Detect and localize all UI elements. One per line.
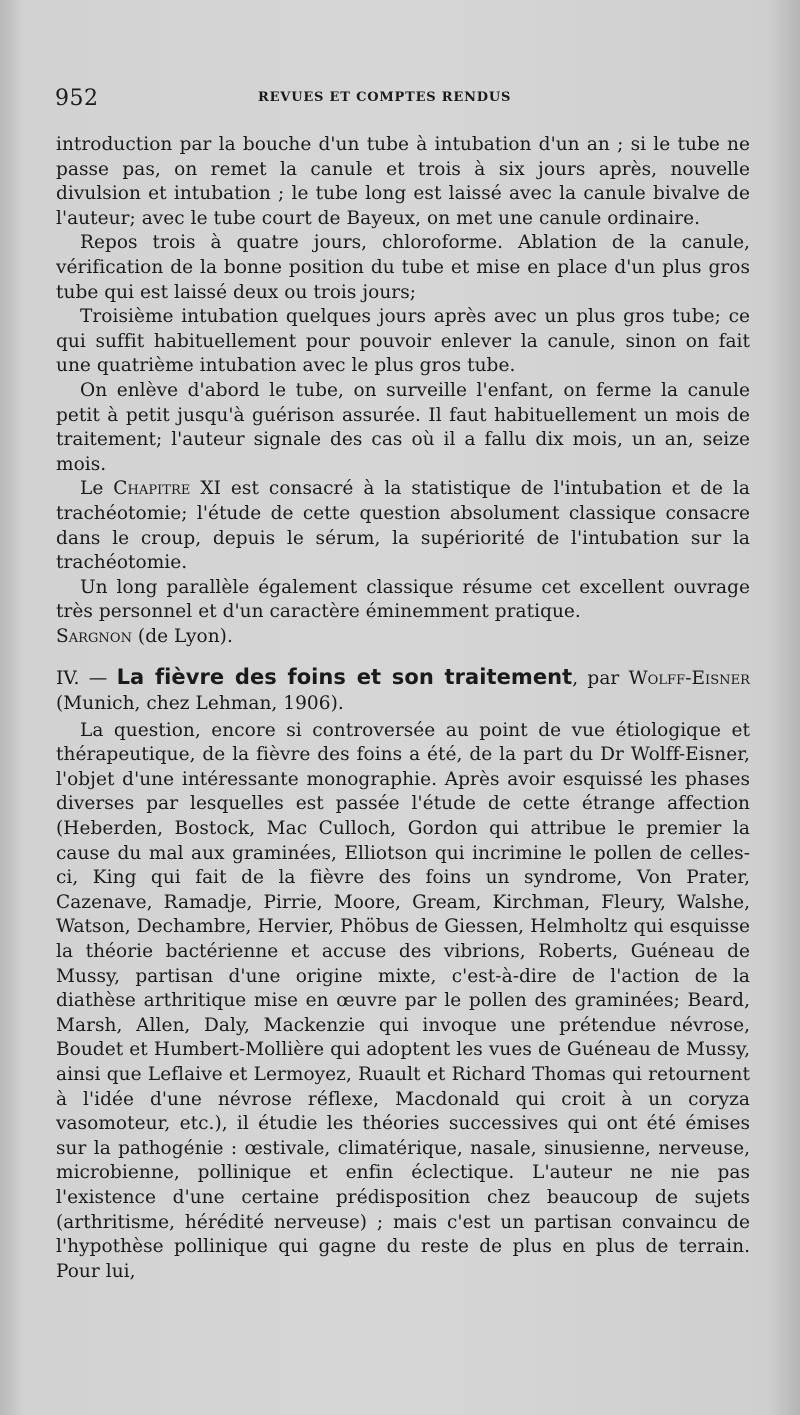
section-number: IV. —	[56, 668, 117, 690]
review-body	[56, 719, 750, 1285]
page-header	[0, 86, 800, 116]
reviewer-signature	[56, 625, 750, 650]
paragraph: Troisième intubation quelques jours après avec un plus gros tube; ce qui suffit habituellement pour pouvoir enlever la canule, sinon on fait une quatrième intubation avec le plus gros tube.	[56, 306, 750, 377]
section-publisher: (Munich, chez Lehman, 1906).	[56, 693, 344, 715]
section-author: Wolff-Eisner	[628, 668, 750, 690]
reviewer-name: Sargnon	[56, 625, 132, 647]
section-by: , par	[572, 668, 629, 690]
chapter-label: Chapitre	[113, 478, 191, 500]
paragraph: On enlève d'abord le tube, on surveille l'enfant, on ferme la canule petit à petit jusqu'à guérison assurée. Il faut habituellement un mois de traitement; l'auteur signale des cas où il a fallu dix mois, un an, seize mois.	[56, 379, 750, 475]
closing-paragraph: Un long parallèle également classique résume cet excellent ouvrage très personnel et d'un caractère éminemment pratique.	[56, 576, 750, 623]
chapter-lead: Le	[80, 478, 114, 500]
section-heading	[56, 665, 750, 716]
reviewer-place: (de Lyon).	[132, 625, 233, 647]
paragraph-continued: introduction par la bouche d'un tube à intubation d'un an ; si le tube ne passe pas, on remet la canule et trois à six jours après, nouvelle divulsion et intubation ; le tube long est laissé avec la canule bivalve de l'auteur; avec le tube court de Bayeux, on met une canule ordinaire.	[56, 134, 750, 229]
page-number: 952	[55, 86, 99, 111]
section-title: La fièvre des foins et son traitement	[116, 665, 573, 690]
chapter-text: XI est consacré à la statistique de l'intubation et de la trachéotomie; l'étude de cette question absolument classique consacre dans le croup, depuis le sérum, la supériorité de l'intubation sur la trachéotomie.	[56, 478, 750, 574]
running-head: REVUES ET COMPTES RENDUS	[258, 90, 512, 105]
paragraph: Repos trois à quatre jours, chloroforme. Ablation de la canule, vérification de la bonne position du tube et mise en place d'un plus gros tube qui est laissé deux ou trois jours;	[56, 232, 750, 303]
review-paragraph: La question, encore si controversée au point de vue étiologique et thérapeutique, de la fièvre des foins a été, de la part du Dr Wolff-Eisner, l'objet d'une intéressante monographie. Après avoir esquissé les phases diverses par lesquelles est passée l'étude de cette étrange affection (Heberden, Bostock, Mac Culloch, Gordon qui attribue le premier la cause du mal aux graminées, Elliotson qui incrimine le pollen de celles-ci, King qui fait de la fièvre des foins un syndrome, Von Prater, Cazenave, Ramadje, Pirrie, Moore, Gream, Kirchman, Fleury, Walshe, Watson, Dechambre, Hervier, Phöbus de Giessen, Helmholtz qui esquisse la théorie bactérienne et accuse des vibrions, Roberts, Guéneau de Mussy, partisan d'une origine mixte, c'est-à-dire de l'action de la diathèse arthritique mise en œuvre par le pollen des graminées; Beard, Marsh, Allen, Daly, Mackenzie qui invoque une prétendue névrose, Boudet et Humbert-Mollière qui adoptent les vues de Guéneau de Mussy, ainsi que Leflaive et Lermoyez, Ruault et Richard Thomas qui retournent à l'idée d'une névrose réflexe, Macdonald qui croit à un coryza vasomoteur, etc.), il étudie les théories successives qui ont été émises sur la pathogénie : œstivale, climatérique, nasale, sinusienne, nerveuse, microbienne, pollinique et enfin éclectique. L'auteur ne nie pas l'existence d'une certaine prédisposition chez beaucoup de sujets (arthritisme, hérédité nerveuse) ; mais c'est un partisan convaincu de l'hypothèse pollinique qui gagne du reste de plus en plus de terrain. Pour lui,	[56, 719, 750, 1282]
chapter-paragraph	[56, 477, 750, 575]
body-text	[56, 133, 750, 1284]
